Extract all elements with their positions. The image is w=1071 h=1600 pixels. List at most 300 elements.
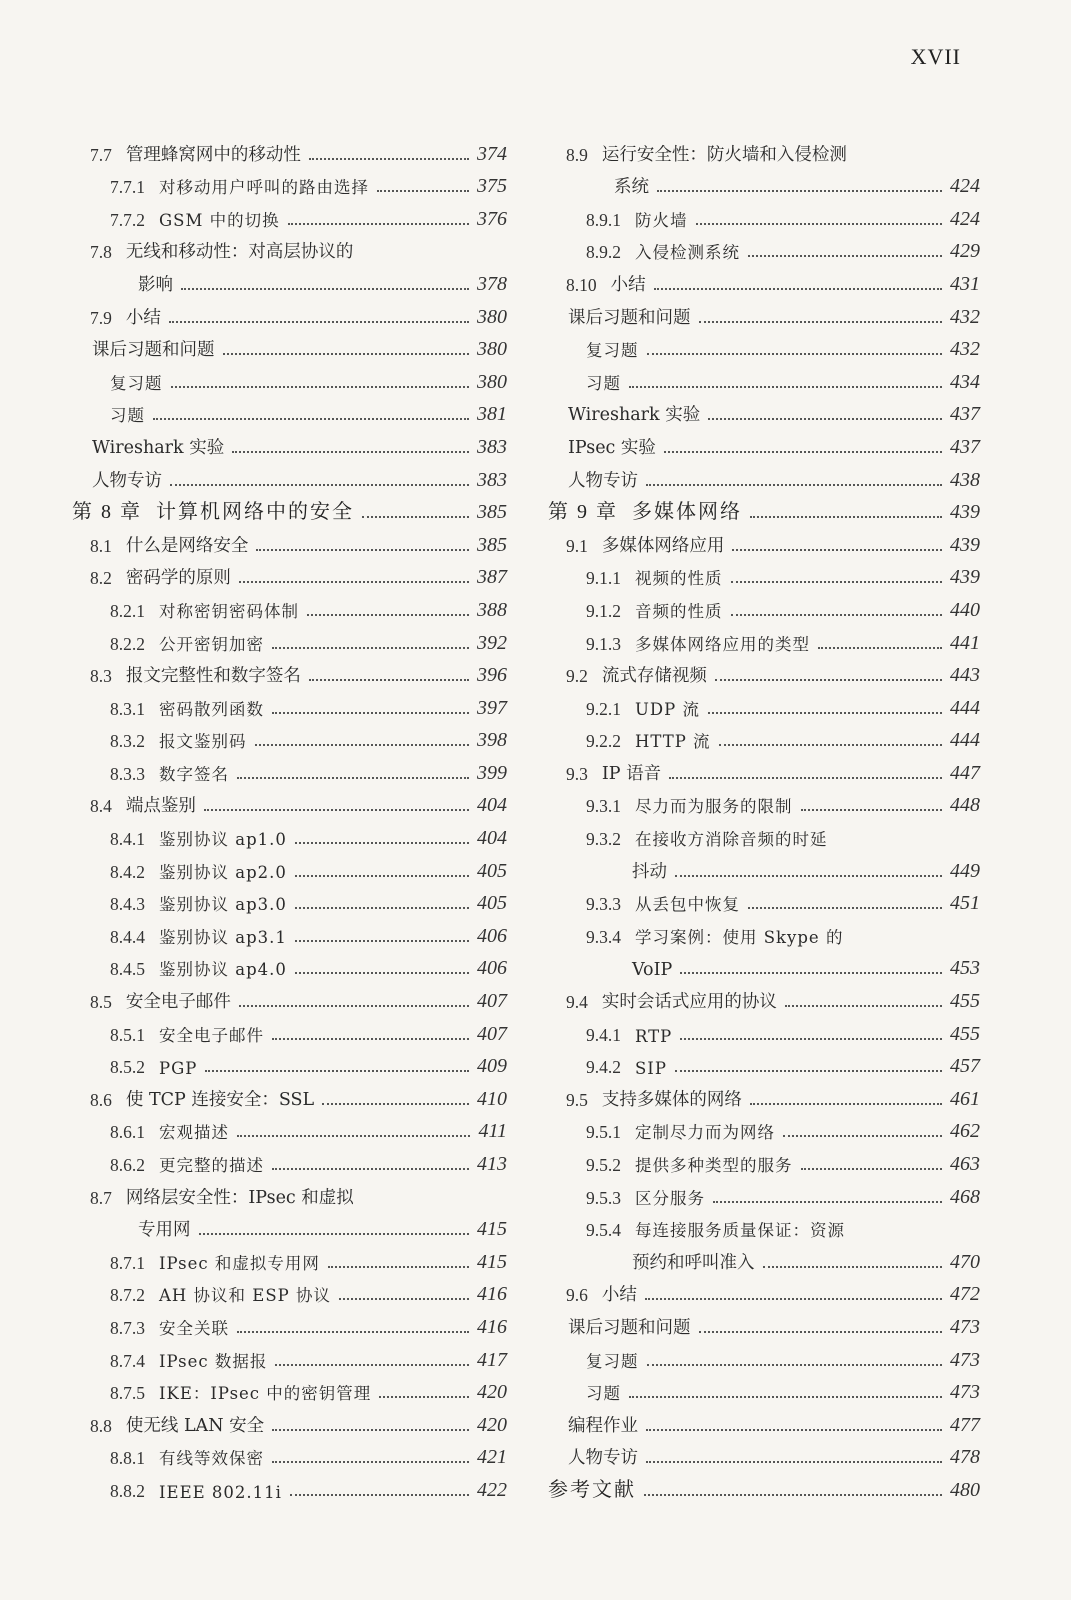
- toc-entry[interactable]: [548, 557, 980, 590]
- dot-leader: [199, 1232, 470, 1235]
- page-ref: 473: [950, 1348, 980, 1371]
- dot-leader: [295, 841, 469, 844]
- section-title: 安全关联: [159, 1318, 229, 1338]
- toc-entry[interactable]: [72, 1437, 507, 1470]
- toc-entry[interactable]: [72, 426, 507, 459]
- section-title: GSM 中的切换: [159, 210, 280, 230]
- toc-entry[interactable]: [72, 1176, 507, 1209]
- section-number: 9.5.1: [586, 1122, 621, 1143]
- dot-leader: [629, 385, 942, 388]
- toc-entry[interactable]: [548, 1274, 980, 1307]
- dot-leader: [309, 157, 469, 160]
- page-ref: 462: [950, 1120, 980, 1143]
- section-number: 9.3.2: [586, 829, 621, 850]
- section-title: 复习题: [586, 341, 639, 361]
- page-ref: 455: [950, 1022, 980, 1045]
- dot-leader: [275, 1363, 469, 1366]
- dot-leader: [644, 1493, 942, 1496]
- section-title: UDP 流: [635, 699, 700, 719]
- section-title: PGP: [159, 1059, 198, 1079]
- page-ref: 416: [477, 1315, 507, 1338]
- page-ref: 410: [477, 1087, 507, 1110]
- page-ref: 387: [477, 566, 507, 589]
- page-ref: 399: [477, 761, 507, 784]
- section-title: 计算机网络中的安全: [156, 499, 354, 524]
- section-number: 8.8: [90, 1415, 112, 1436]
- page-ref: 461: [950, 1087, 980, 1110]
- dot-leader: [223, 352, 470, 355]
- section-title: IP 语音: [601, 763, 662, 784]
- section-title: 报文鉴别码: [159, 732, 247, 752]
- section-title: 多媒体网络应用: [601, 535, 725, 556]
- toc-entry[interactable]: [72, 1078, 507, 1111]
- dot-leader: [307, 613, 469, 616]
- toc-entry[interactable]: [72, 296, 507, 329]
- toc-entry[interactable]: [548, 589, 980, 622]
- section-title: 多媒体网络应用的类型: [635, 634, 810, 654]
- dot-leader: [715, 678, 942, 681]
- toc-entry[interactable]: [72, 524, 507, 557]
- toc-entry[interactable]: [548, 1241, 980, 1274]
- dot-leader: [205, 1069, 469, 1072]
- section-title: 网络层安全性：IPsec 和虚拟: [125, 1187, 354, 1208]
- dot-leader: [339, 1297, 469, 1300]
- section-title: 实时会话式应用的协议: [601, 992, 777, 1013]
- page-ref: 392: [477, 631, 507, 654]
- toc-entry[interactable]: [548, 459, 980, 492]
- page-ref: 398: [477, 729, 507, 752]
- toc-entry[interactable]: [548, 1176, 980, 1209]
- dot-leader: [646, 1460, 942, 1463]
- toc-entry[interactable]: [548, 263, 980, 296]
- dot-leader: [295, 906, 469, 909]
- toc-entry[interactable]: [72, 1013, 507, 1046]
- section-title: 习题: [110, 406, 145, 426]
- page-ref: 432: [950, 305, 980, 328]
- section-number: 8.9.2: [586, 242, 621, 263]
- section-number: 9.5.4: [586, 1220, 621, 1241]
- section-number: 第 8 章: [72, 501, 142, 524]
- page-ref: 374: [477, 142, 507, 165]
- section-title: SIP: [635, 1059, 667, 1079]
- section-number: 8.5.2: [110, 1057, 145, 1078]
- section-title: VoIP: [632, 960, 673, 981]
- dot-leader: [675, 1069, 942, 1072]
- section-title: 鉴别协议 ap4.0: [159, 960, 287, 980]
- dot-leader: [629, 1395, 942, 1398]
- section-title: IKE：IPsec 中的密钥管理: [159, 1384, 372, 1404]
- toc-entry[interactable]: [72, 1111, 507, 1144]
- page-ref: 415: [477, 1250, 507, 1273]
- section-title: 有线等效保密: [159, 1449, 264, 1469]
- toc-entry[interactable]: [72, 817, 507, 850]
- section-number: 8.8.1: [110, 1448, 145, 1469]
- page-ref: 417: [477, 1348, 507, 1371]
- dot-leader: [379, 1395, 469, 1398]
- section-title: 运行安全性：防火墙和入侵检测: [601, 144, 847, 165]
- page-ref: 378: [477, 272, 507, 295]
- section-title: 鉴别协议 ap3.0: [159, 895, 287, 915]
- page-ref: 375: [477, 175, 507, 198]
- dot-leader: [748, 254, 942, 257]
- toc-left-column: [72, 133, 507, 1502]
- section-number: 8.10: [566, 274, 597, 295]
- section-number: 9.2.1: [586, 698, 621, 719]
- dot-leader: [272, 1460, 469, 1463]
- section-title: 公开密钥加密: [159, 634, 264, 654]
- section-title: 在接收方消除音频的时延: [635, 830, 828, 850]
- dot-leader: [153, 417, 469, 420]
- section-title: 课后习题和问题: [568, 1317, 691, 1338]
- page-ref: 413: [477, 1153, 507, 1175]
- toc-entry[interactable]: [548, 1078, 980, 1111]
- page-ref: 407: [477, 1022, 507, 1045]
- section-title: 安全电子邮件: [125, 992, 231, 1013]
- toc-entry[interactable]: [72, 263, 507, 296]
- dot-leader: [204, 808, 469, 811]
- toc-entry[interactable]: [72, 1046, 507, 1079]
- section-title: HTTP 流: [635, 732, 711, 752]
- page-ref: 472: [950, 1283, 980, 1306]
- page-ref: 432: [950, 338, 980, 361]
- section-title: 参考文献: [548, 1476, 636, 1501]
- section-title: 鉴别协议 ap1.0: [159, 830, 287, 850]
- dot-leader: [647, 1363, 943, 1366]
- toc-entry[interactable]: [72, 1339, 507, 1372]
- toc-entry[interactable]: [72, 752, 507, 785]
- toc-entry[interactable]: [548, 1372, 980, 1405]
- page-ref: 406: [477, 924, 507, 947]
- dot-leader: [783, 1134, 942, 1137]
- page-ref: 381: [477, 403, 507, 426]
- dot-leader: [719, 743, 942, 746]
- section-number: 8.2.2: [110, 633, 145, 654]
- toc-entry[interactable]: [72, 655, 507, 688]
- section-number: 8.5: [90, 992, 112, 1013]
- dot-leader: [696, 222, 943, 225]
- page-ref: 380: [477, 305, 507, 328]
- section-title: 人物专访: [92, 470, 162, 491]
- section-number: 9.1.2: [586, 600, 621, 621]
- toc-entry[interactable]: [72, 720, 507, 753]
- section-number: 8.3.3: [110, 763, 145, 784]
- section-title: 多媒体网络: [632, 499, 742, 524]
- section-number: 9.1.3: [586, 633, 621, 654]
- section-title: 抖动: [632, 861, 667, 882]
- dot-leader: [272, 1037, 469, 1040]
- section-title: 什么是网络安全: [125, 535, 249, 556]
- section-number: 8.6: [90, 1089, 112, 1110]
- toc-entry[interactable]: [548, 133, 980, 166]
- toc-entry[interactable]: [548, 1306, 980, 1339]
- section-number: 9.3.3: [586, 894, 621, 915]
- toc-entry[interactable]: [548, 883, 980, 916]
- section-title: 复习题: [110, 373, 163, 393]
- dot-leader: [675, 874, 942, 877]
- section-number: 8.3.2: [110, 731, 145, 752]
- dot-leader: [377, 189, 469, 192]
- section-title: 管理蜂窝网中的移动性: [125, 144, 301, 165]
- page-ref: 405: [477, 859, 507, 882]
- section-title: 习题: [586, 1384, 621, 1404]
- section-title: IPsec 实验: [568, 437, 656, 458]
- toc-entry[interactable]: [548, 231, 980, 264]
- section-number: 9.4: [566, 992, 588, 1013]
- section-number: 8.1: [90, 535, 112, 556]
- dot-leader: [309, 678, 469, 681]
- section-number: 9.4.2: [586, 1057, 621, 1078]
- section-number: 7.7.1: [110, 177, 145, 198]
- dot-leader: [763, 1265, 943, 1268]
- page-ref: 438: [950, 468, 980, 491]
- page-ref: 406: [477, 957, 507, 980]
- section-number: 7.9: [90, 307, 112, 328]
- toc-entry[interactable]: [548, 198, 980, 231]
- section-title: 密码散列函数: [159, 699, 264, 719]
- page-ref: 453: [950, 957, 980, 980]
- toc-entry[interactable]: [548, 1046, 980, 1079]
- toc-entry[interactable]: [72, 1209, 507, 1242]
- toc-entry[interactable]: [72, 948, 507, 981]
- dot-leader: [295, 939, 469, 942]
- section-title: 更完整的描述: [159, 1156, 264, 1175]
- dot-leader: [699, 320, 943, 323]
- dot-leader: [255, 743, 470, 746]
- toc-entry[interactable]: [548, 850, 980, 883]
- section-number: 9.3.1: [586, 796, 621, 817]
- toc-entry[interactable]: [72, 980, 507, 1013]
- toc-entry[interactable]: [548, 752, 980, 785]
- page-ref: 447: [950, 761, 980, 784]
- section-title: 对移动用户呼叫的路由选择: [159, 178, 369, 198]
- page-ref: 439: [950, 501, 980, 524]
- page-ref: 463: [950, 1153, 980, 1175]
- dot-leader: [657, 189, 942, 192]
- page-ref: 457: [950, 1055, 980, 1078]
- toc-entry[interactable]: [548, 1339, 980, 1372]
- section-title: IPsec 和虚拟专用网: [159, 1253, 320, 1273]
- toc-entry[interactable]: [548, 622, 980, 655]
- toc-entry[interactable]: [72, 850, 507, 883]
- toc-entry[interactable]: [72, 687, 507, 720]
- page-ref: 420: [477, 1413, 507, 1436]
- section-title: Wireshark 实验: [568, 405, 701, 426]
- toc-entry[interactable]: [72, 459, 507, 492]
- dot-leader: [169, 320, 469, 323]
- page-ref: 388: [477, 598, 507, 621]
- dot-leader: [256, 548, 469, 551]
- dot-leader: [290, 1493, 469, 1496]
- page-ref: 380: [477, 338, 507, 361]
- dot-leader: [750, 515, 942, 518]
- section-number: 7.7: [90, 144, 112, 165]
- page-ref: 396: [477, 664, 507, 687]
- toc-entry[interactable]: [72, 1241, 507, 1274]
- section-title: 区分服务: [635, 1188, 705, 1208]
- toc-entry[interactable]: [72, 557, 507, 590]
- dot-leader: [699, 1330, 943, 1333]
- dot-leader: [646, 1428, 942, 1431]
- page-ref: 383: [477, 435, 507, 458]
- toc-entry[interactable]: [548, 785, 980, 818]
- dot-leader: [239, 1004, 469, 1007]
- toc-entry[interactable]: [72, 198, 507, 231]
- page-ref: 407: [477, 990, 507, 1013]
- dot-leader: [322, 1102, 469, 1105]
- page-ref: 411: [478, 1120, 507, 1143]
- toc-entry[interactable]: [72, 883, 507, 916]
- toc-entry[interactable]: [548, 720, 980, 753]
- toc-entry[interactable]: [72, 231, 507, 264]
- toc-entry[interactable]: [72, 329, 507, 362]
- section-title: 每连接服务质量保证：资源: [635, 1221, 845, 1241]
- dot-leader: [818, 646, 942, 649]
- section-title: 对称密钥密码体制: [159, 601, 299, 621]
- dot-leader: [272, 1167, 469, 1170]
- page-ref: 424: [950, 207, 980, 230]
- page-ref: 431: [950, 272, 980, 295]
- toc-entry[interactable]: [72, 394, 507, 427]
- toc-entry[interactable]: [72, 1306, 507, 1339]
- toc-entry[interactable]: [548, 817, 980, 850]
- dot-leader: [328, 1265, 469, 1268]
- page-ref: 376: [477, 207, 507, 230]
- toc-entry[interactable]: [72, 1404, 507, 1437]
- section-title: 密码学的原则: [125, 568, 231, 589]
- dot-leader: [646, 483, 942, 486]
- toc-entry[interactable]: [548, 687, 980, 720]
- dot-leader: [237, 1134, 470, 1137]
- page-ref: 477: [950, 1413, 980, 1436]
- toc-entry[interactable]: [548, 1013, 980, 1046]
- page-ref: 383: [477, 468, 507, 491]
- dot-leader: [680, 971, 942, 974]
- toc-entry[interactable]: [548, 426, 980, 459]
- section-number: 9.2.2: [586, 731, 621, 752]
- toc-entry[interactable]: [548, 524, 980, 557]
- section-number: 8.2: [90, 568, 112, 589]
- toc-entry[interactable]: [548, 1111, 980, 1144]
- page-ref: 440: [950, 598, 980, 621]
- toc-entry[interactable]: [72, 1372, 507, 1405]
- section-title: 小结: [601, 1285, 637, 1306]
- page-ref: 385: [477, 533, 507, 556]
- section-number: 9.5.3: [586, 1187, 621, 1208]
- dot-leader: [645, 1297, 942, 1300]
- page-ref: 437: [950, 435, 980, 458]
- dot-leader: [272, 711, 469, 714]
- dot-leader: [664, 450, 942, 453]
- toc-entry[interactable]: [72, 361, 507, 394]
- dot-leader: [708, 417, 942, 420]
- section-number: 8.5.1: [110, 1024, 145, 1045]
- toc-entry[interactable]: [72, 1469, 507, 1502]
- dot-leader: [713, 1200, 942, 1203]
- page-ref: 480: [950, 1478, 980, 1501]
- section-number: 8.6.2: [110, 1155, 145, 1175]
- toc-entry[interactable]: [72, 1143, 507, 1176]
- dot-leader: [654, 287, 942, 290]
- section-title: 视频的性质: [635, 569, 723, 589]
- toc-entry[interactable]: [548, 1469, 980, 1502]
- section-number: 8.7: [90, 1187, 112, 1208]
- page-ref: 434: [950, 370, 980, 393]
- section-number: 8.2.1: [110, 600, 145, 621]
- toc-entry[interactable]: [548, 394, 980, 427]
- toc-entry[interactable]: [72, 133, 507, 166]
- dot-leader: [170, 483, 469, 486]
- dot-leader: [171, 385, 470, 388]
- dot-leader: [785, 1004, 942, 1007]
- section-number: 9.1.1: [586, 568, 621, 589]
- section-title: 音频的性质: [635, 601, 723, 621]
- section-number: 8.3.1: [110, 698, 145, 719]
- dot-leader: [708, 711, 942, 714]
- section-title: 专用网: [138, 1220, 191, 1241]
- toc-entry[interactable]: [72, 1274, 507, 1307]
- toc-entry[interactable]: [548, 166, 980, 199]
- page-ref: 429: [950, 240, 980, 263]
- section-number: 8.3: [90, 666, 112, 687]
- toc-entry[interactable]: [72, 589, 507, 622]
- toc-entry[interactable]: [72, 785, 507, 818]
- page-ref: 439: [950, 566, 980, 589]
- toc-entry[interactable]: [72, 915, 507, 948]
- section-title: 鉴别协议 ap3.1: [159, 927, 287, 947]
- section-title: 支持多媒体的网络: [601, 1089, 742, 1110]
- dot-leader: [237, 1330, 469, 1333]
- section-number: 8.4.4: [110, 926, 145, 947]
- section-title: 定制尽力而为网络: [635, 1123, 775, 1143]
- toc-entry[interactable]: [548, 1209, 980, 1242]
- toc-entry[interactable]: [548, 980, 980, 1013]
- section-title: 习题: [586, 373, 621, 393]
- section-title: IEEE 802.11i: [159, 1482, 282, 1502]
- section-number: 9.5.2: [586, 1155, 621, 1175]
- section-number: 8.7.1: [110, 1252, 145, 1273]
- section-title: RTP: [635, 1026, 673, 1046]
- toc-entry[interactable]: [72, 622, 507, 655]
- page-ref: 455: [950, 990, 980, 1013]
- dot-leader: [801, 808, 943, 811]
- toc-entry[interactable]: [548, 1143, 980, 1176]
- toc-entry[interactable]: [548, 948, 980, 981]
- section-number: 9.3: [566, 763, 588, 784]
- toc-entry[interactable]: [548, 1404, 980, 1437]
- toc-entry[interactable]: [548, 655, 980, 688]
- section-number: 8.6.1: [110, 1122, 145, 1143]
- toc-entry[interactable]: [548, 296, 980, 329]
- toc-entry[interactable]: [548, 915, 980, 948]
- page-ref: 397: [477, 696, 507, 719]
- page-ref: 444: [950, 729, 980, 752]
- section-title: 安全电子邮件: [159, 1025, 264, 1045]
- toc-entry[interactable]: [72, 166, 507, 199]
- section-title: IPsec 数据报: [159, 1351, 268, 1371]
- page-ref: 424: [950, 175, 980, 198]
- section-number: 8.4.3: [110, 894, 145, 915]
- toc-entry[interactable]: [548, 361, 980, 394]
- toc-entry[interactable]: [548, 1437, 980, 1470]
- section-number: 8.9.1: [586, 209, 621, 230]
- dot-leader: [295, 874, 469, 877]
- section-number: 8.4.1: [110, 829, 145, 850]
- toc-entry[interactable]: [548, 329, 980, 362]
- toc-entry[interactable]: [72, 492, 507, 525]
- toc-entry[interactable]: [548, 492, 980, 525]
- page-ref: 420: [477, 1381, 507, 1404]
- page-ref: 439: [950, 533, 980, 556]
